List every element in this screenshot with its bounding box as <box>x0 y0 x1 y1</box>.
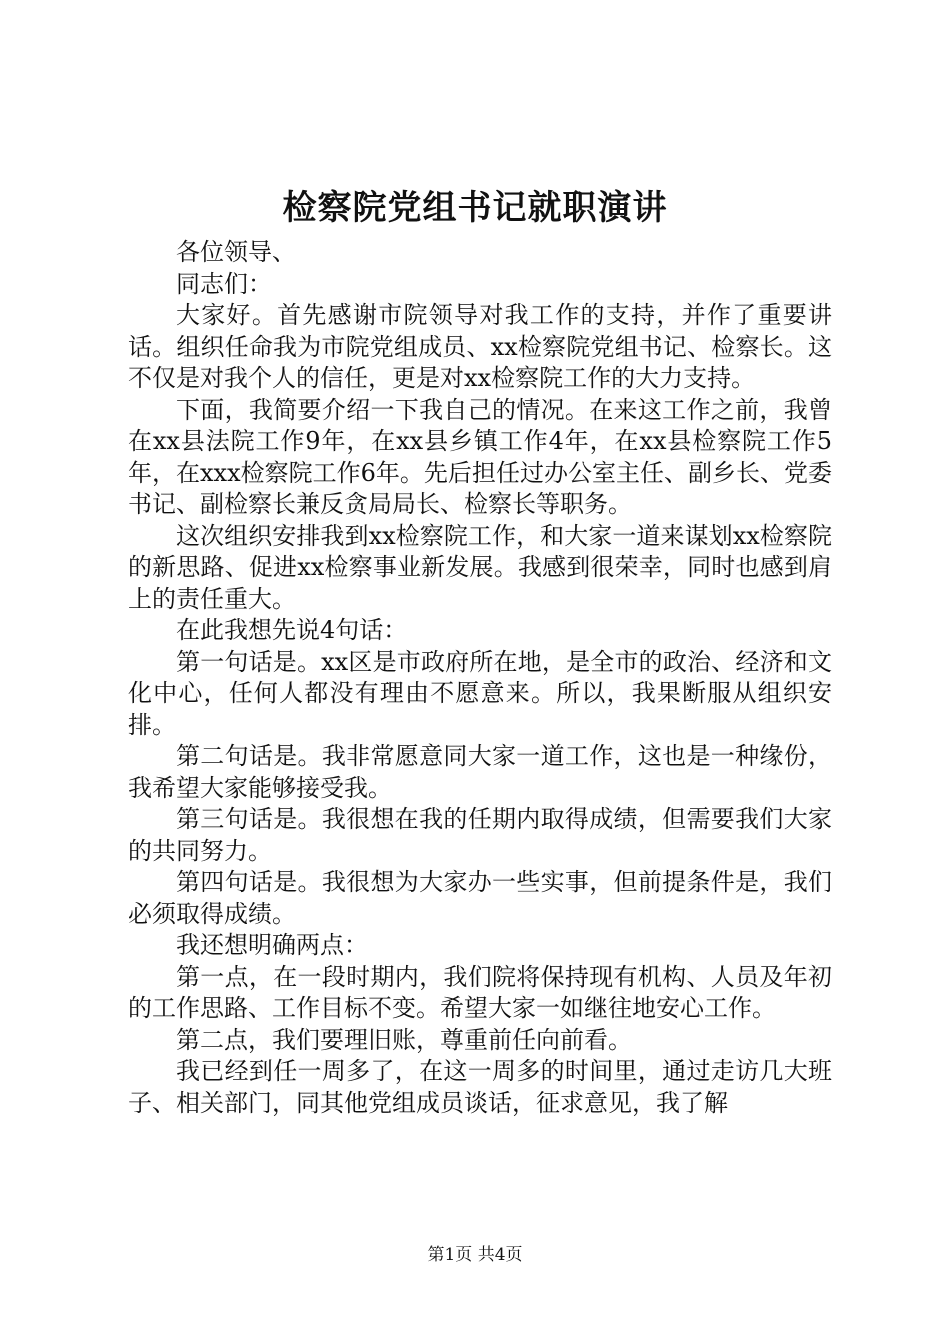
body-paragraph: 下面，我简要介绍一下我自己的情况。在来这工作之前，我曾在xx县法院工作9年，在xx县乡镇工作4年，在xx县检察院工作5年，在xxx检察院工作6年。先后担任过办公室主任、副乡长、党委书记、副检察长兼反贪局局长、检察长等职务。 <box>128 395 832 518</box>
body-paragraph: 我还想明确两点： <box>176 931 368 959</box>
body-paragraph: 我已经到任一周多了，在这一周多的时间里，通过走访几大班子、相关部门，同其他党组成员谈话，征求意见，我了解 <box>128 1057 832 1117</box>
document-title: 检察院党组书记就职演讲 <box>282 188 668 228</box>
body-paragraph: 第四句话是。我很想为大家办一些实事，但前提条件是，我们必须取得成绩。 <box>128 868 832 928</box>
body-paragraph: 第二句话是。我非常愿意同大家一道工作，这也是一种缘份，我希望大家能够接受我。 <box>128 742 832 802</box>
page-number-footer: 第1页 共4页 <box>427 1245 523 1265</box>
salutation-line: 同志们： <box>176 269 272 298</box>
body-paragraph: 第三句话是。我很想在我的任期内取得成绩，但需要我们大家的共同努力。 <box>128 805 832 865</box>
salutation-line: 各位领导、 <box>176 238 296 266</box>
body-paragraph: 这次组织安排我到xx检察院工作，和大家一道来谋划xx检察院的新思路、促进xx检察事业新发展。我感到很荣幸，同时也感到肩上的责任重大。 <box>128 521 832 613</box>
body-paragraph: 在此我想先说4句话： <box>176 616 408 644</box>
body-paragraph: 大家好。首先感谢市院领导对我工作的支持，并作了重要讲话。组织任命我为市院党组成员、xx检察院党组书记、检察长。这不仅是对我个人的信任，更是对xx检察院工作的大力支持。 <box>128 301 832 392</box>
body-paragraph: 第二点，我们要理旧账，尊重前任向前看。 <box>176 1025 632 1054</box>
document-body <box>128 237 832 1119</box>
body-paragraph: 第一点，在一段时期内，我们院将保持现有机构、人员及年初的工作思路、工作目标不变。希望大家一如继往地安心工作。 <box>128 962 832 1022</box>
body-paragraph: 第一句话是。xx区是市政府所在地，是全市的政治、经济和文化中心，任何人都没有理由不愿意来。所以，我果断服从组织安排。 <box>128 647 832 739</box>
